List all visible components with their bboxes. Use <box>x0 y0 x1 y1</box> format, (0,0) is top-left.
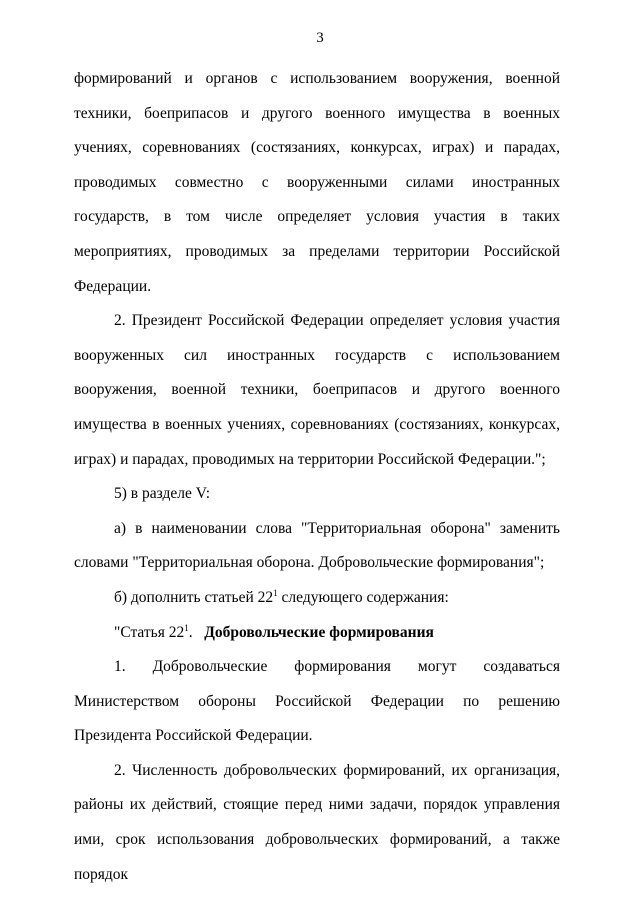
item-b-superscript: 1 <box>273 587 278 598</box>
paragraph-item-a: а) в наименовании слова "Территориальная оборона" заменить словами "Территориальная оборона. Добровольческие формирования"; <box>74 519 560 572</box>
paragraph-president-conditions: 2. Президент Российской Федерации определяет условия участия вооруженных сил иностранных государств с использованием вооружения, военной техники, боеприпасов и другого военного имущества в военных учениях, соревнованиях (состязаниях, конкурсах, играх) и парадах, проводимых на территории Российской Федерации."; <box>74 312 560 468</box>
article-dot: . <box>188 623 193 641</box>
article-number: "Статья 22 <box>114 623 185 641</box>
article-heading <box>74 616 560 651</box>
paragraph-continuation: формирований и органов с использованием вооружения, военной техники, боеприпасов и другого военного имущества в военных учениях, соревнованиях (состязаниях, конкурсах, играх) и парадах, проводимых совместно с вооруженными силами иностранных государств, в том числе определяет условия участия в таких мероприятиях, проводимых за пределами территории Российской Федерации. <box>74 70 560 295</box>
item-b-text: б) дополнить статьей 22 <box>114 588 274 606</box>
document-body <box>74 62 560 892</box>
page-number: 3 <box>316 30 324 46</box>
article-superscript: 1 <box>184 622 189 633</box>
article-title: Добровольческие формирования <box>204 623 434 641</box>
paragraph-section-v: 5) в разделе V: <box>114 485 211 503</box>
paragraph-item-b <box>74 581 560 616</box>
paragraph-article-point-2: 2. Численность добровольческих формирований, их организация, районы их действий, стоящие перед ними задачи, порядок управления ими, срок использования добровольческих формирований, а также порядок <box>74 761 560 883</box>
item-b-text-end: следующего содержания: <box>277 588 449 606</box>
paragraph-article-point-1: 1. Добровольческие формирования могут создаваться Министерством обороны Российской Федерации по решению Президента Российской Федерации. <box>74 658 560 745</box>
